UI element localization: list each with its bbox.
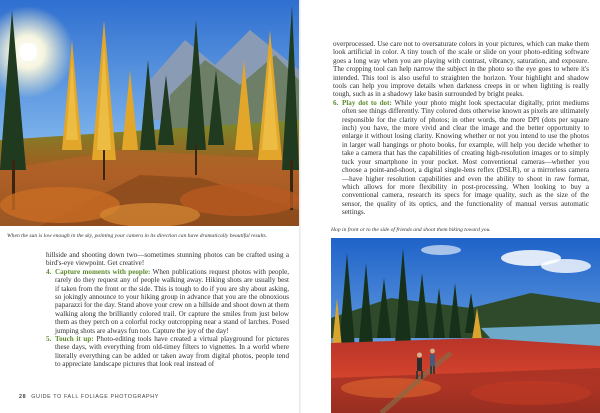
hikers-meadow-illustration [331,238,600,413]
larch-forest-photo [0,0,299,226]
larch-forest-illustration [0,0,299,226]
page-footer [19,394,159,400]
list-item-lead: Touch it up: [55,335,94,344]
book-gutter [299,0,301,413]
page-number: 28 [19,394,27,400]
right-column-text [333,40,589,217]
list-item-text: While your photo might look spectacular digitally, print mediums often see things differently. Tiny colored dots otherwise known as pixels are ultimately responsible for the clarity of photos; in other words, the more DPI (dots per square inch) you have, the more vivid and clear the image and the better opportunity to enlarge it without losing clarity. Knowing whether or not you intend to use the photos in larger wall hangings or photo books, for example, will help you decide whether to take a camera that has the capabilities of creating high-resolution images or to simply tuck your smartphone in your pocket. Most conventional cameras—whether you choose a point-and-shoot, a digital single-lens reflex (DSLR), or a mirrorless camera—have higher resolution capabilities and even the ability to shoot in raw format, which allows for more flexibility in post-processing. When looking to buy a conventional camera, research its specs for image quality, such as the size of the sensor, the quality of its optics, and the functionality of manual versus automatic settings. [342,98,589,217]
left-photo-caption: When the sun is low enough in the sky, pointing your camera in its direction can have dramatically beautiful results. [7,233,268,239]
right-photo-caption: Hop in front or to the side of friends and shoot them hiking toward you. [331,227,491,233]
right-intro-paragraph: overprocessed. Use care not to oversaturate colors in your pictures, which can make them look artificial in color. A tiny touch of the scale or slide on your photo-editing software goes a long way when you are playing with contrast, vibrancy, saturation, and exposure. The cropping tool can help narrow the subject in the photo so the eye goes to where it's intended. This tool is also useful to straighten the horizon. Your highlight and shadow tools can help you improve details when darkness creeps in or when lighting is really tough, such as in a shadowy lake basin surrounded by bright peaks. [333,40,589,99]
list-item-lead: Capture moments with people: [55,267,151,276]
list-item [46,268,289,335]
list-item-text: Photo-editing tools have created a virtual playground for pictures these days, with everything from old-timey filters to vignettes. In a world where literally everything can be added or taken away from digital photos, people tend to appreciate landscape pictures that look real instead of [55,335,289,369]
left-intro-paragraph: hillside and shooting down two—sometimes stunning photos can be crafted using a bird's-eye viewpoint. Get creative! [46,251,289,268]
left-column-text [46,251,289,369]
list-item-text: When publications request photos with people, rarely do they request any of people walking away. Hiking shots are usually best if taken from the front or the side. This is tough to do if you are shy about asking, so jokingly announce to your hiking group in advance that you are the obnoxious paparazzi for the day. Stand above your crew on a hillside and shoot down at them walking along the brilliantly colored trail. Or capture the smiles from just below them as they perch on a colorful rocky outcropping near a stand of larches. Posed jumping shots are always fun too. Capture the joy of the day! [55,267,289,335]
running-title: GUIDE TO FALL FOLIAGE PHOTOGRAPHY [31,394,159,400]
list-item-number: 4. [46,267,52,276]
list-item-number: 6. [333,98,339,107]
list-item-number: 5. [46,335,52,344]
list-item [333,99,589,217]
list-item-lead: Play dot to dot: [342,98,392,107]
hikers-meadow-photo [331,238,600,413]
list-item [46,335,289,369]
